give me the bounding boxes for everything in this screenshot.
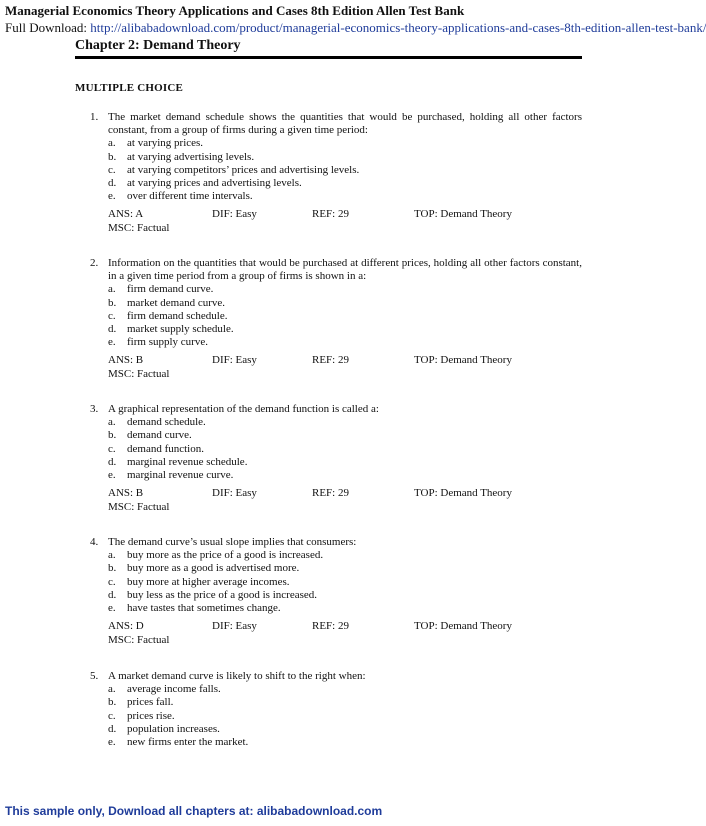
option-letter: a.	[108, 283, 116, 296]
option-letter: d.	[108, 455, 117, 468]
option-b	[108, 429, 582, 442]
answer-key: ANS: B	[108, 487, 144, 500]
option-letter: b.	[108, 150, 117, 163]
question-3	[90, 403, 582, 514]
option-d	[108, 177, 582, 190]
difficulty: DIF: Easy	[212, 208, 257, 221]
option-letter: b.	[108, 296, 117, 309]
misc-category: MSC: Factual	[108, 368, 170, 381]
document-header-title: Managerial Economics Theory Applications and Cases 8th Edition Allen Test Bank	[5, 3, 465, 18]
option-letter: c.	[108, 163, 116, 176]
option-letter: e.	[108, 469, 116, 482]
option-text: have tastes that sometimes change.	[127, 602, 281, 615]
option-text: demand curve.	[127, 429, 192, 442]
option-a	[108, 549, 582, 562]
option-b	[108, 151, 582, 164]
question-text: A graphical representation of the demand function is called a:	[108, 403, 379, 415]
question-2	[90, 257, 582, 381]
option-c	[108, 576, 582, 589]
option-letter: e.	[108, 336, 116, 349]
question-text: Information on the quantities that would be purchased at different prices, holding all other factors constant, in a given time period from a group of firms is shown in a:	[108, 257, 582, 283]
option-d	[108, 456, 582, 469]
question-1	[90, 111, 582, 235]
topic: TOP: Demand Theory	[414, 487, 512, 500]
option-text: over different time intervals.	[127, 190, 253, 203]
option-text: prices rise.	[127, 709, 175, 722]
option-text: at varying advertising levels.	[127, 150, 255, 163]
option-d	[108, 589, 582, 602]
chapter-title: Chapter 2: Demand Theory	[75, 38, 582, 59]
section-title: MULTIPLE CHOICE	[75, 82, 184, 94]
reference: REF: 29	[312, 354, 349, 367]
option-b	[108, 696, 582, 709]
question-text: The market demand schedule shows the quantities that would be purchased, holding all other factors constant, from a group of firms during a given time period:	[108, 111, 582, 137]
question-text: A market demand curve is likely to shift to the right when:	[108, 670, 366, 682]
option-text: buy less as the price of a good is increased.	[127, 588, 317, 601]
question-number: 2.	[90, 257, 99, 269]
difficulty: DIF: Easy	[212, 620, 257, 633]
reference: REF: 29	[312, 208, 349, 221]
difficulty: DIF: Easy	[212, 354, 257, 367]
answer-metadata	[108, 487, 582, 514]
option-letter: c.	[108, 309, 116, 322]
answer-metadata	[108, 354, 582, 381]
option-letter: c.	[108, 575, 116, 588]
answer-metadata	[108, 208, 582, 235]
option-text: marginal revenue curve.	[127, 469, 234, 482]
question-number: 1.	[90, 111, 99, 123]
option-a	[108, 683, 582, 696]
option-letter: a.	[108, 416, 116, 429]
option-letter: d.	[108, 588, 117, 601]
option-letter: a.	[108, 683, 116, 696]
option-letter: a.	[108, 137, 116, 150]
option-letter: b.	[108, 696, 117, 709]
answer-metadata	[108, 620, 582, 647]
option-text: buy more as a good is advertised more.	[127, 562, 300, 575]
option-c	[108, 710, 582, 723]
option-letter: e.	[108, 736, 116, 749]
option-letter: d.	[108, 177, 117, 190]
answer-key: ANS: D	[108, 620, 144, 633]
option-letter: d.	[108, 323, 117, 336]
option-text: at varying prices.	[127, 137, 204, 150]
option-text: firm supply curve.	[127, 336, 208, 349]
question-number: 5.	[90, 670, 99, 682]
question-5	[90, 670, 582, 749]
question-number: 4.	[90, 536, 99, 548]
option-letter: b.	[108, 429, 117, 442]
option-text: at varying competitors’ prices and advertising levels.	[127, 163, 360, 176]
option-text: prices fall.	[127, 696, 174, 709]
option-b	[108, 562, 582, 575]
option-text: new firms enter the market.	[127, 736, 249, 749]
misc-category: MSC: Factual	[108, 501, 170, 514]
option-c	[108, 443, 582, 456]
option-d	[108, 323, 582, 336]
option-b	[108, 297, 582, 310]
reference: REF: 29	[312, 487, 349, 500]
option-c	[108, 164, 582, 177]
misc-category: MSC: Factual	[108, 634, 170, 647]
download-label: Full Download:	[5, 20, 87, 35]
question-4	[90, 536, 582, 647]
topic: TOP: Demand Theory	[414, 354, 512, 367]
option-text: firm demand curve.	[127, 283, 214, 296]
option-text: buy more at higher average incomes.	[127, 575, 290, 588]
option-e	[108, 469, 582, 482]
question-text: The demand curve’s usual slope implies that consumers:	[108, 536, 357, 548]
reference: REF: 29	[312, 620, 349, 633]
topic: TOP: Demand Theory	[414, 620, 512, 633]
answer-key: ANS: A	[108, 208, 144, 221]
option-text: market supply schedule.	[127, 323, 234, 336]
option-letter: c.	[108, 709, 116, 722]
topic: TOP: Demand Theory	[414, 208, 512, 221]
option-letter: c.	[108, 442, 116, 455]
option-text: at varying prices and advertising levels.	[127, 177, 302, 190]
option-e	[108, 602, 582, 615]
option-text: market demand curve.	[127, 296, 226, 309]
option-letter: e.	[108, 602, 116, 615]
option-letter: a.	[108, 549, 116, 562]
download-line	[5, 20, 706, 36]
option-e	[108, 190, 582, 203]
option-text: average income falls.	[127, 683, 221, 696]
option-a	[108, 416, 582, 429]
question-number: 3.	[90, 403, 99, 415]
option-e	[108, 736, 582, 749]
option-text: demand function.	[127, 442, 204, 455]
option-text: population increases.	[127, 722, 220, 735]
option-letter: b.	[108, 562, 117, 575]
option-text: firm demand schedule.	[127, 309, 228, 322]
option-text: buy more as the price of a good is increased.	[127, 549, 324, 562]
option-a	[108, 283, 582, 296]
option-letter: d.	[108, 722, 117, 735]
answer-key: ANS: B	[108, 354, 144, 367]
option-c	[108, 310, 582, 323]
option-a	[108, 137, 582, 150]
option-text: marginal revenue schedule.	[127, 455, 248, 468]
download-link[interactable]: http://alibabadownload.com/product/managerial-economics-theory-applications-and-cases-8th-edition-allen-test-bank/	[90, 20, 706, 35]
option-text: demand schedule.	[127, 416, 206, 429]
option-e	[108, 336, 582, 349]
option-d	[108, 723, 582, 736]
option-letter: e.	[108, 190, 116, 203]
misc-category: MSC: Factual	[108, 222, 170, 235]
difficulty: DIF: Easy	[212, 487, 257, 500]
footer-notice[interactable]: This sample only, Download all chapters at: alibabadownload.com	[5, 804, 383, 818]
